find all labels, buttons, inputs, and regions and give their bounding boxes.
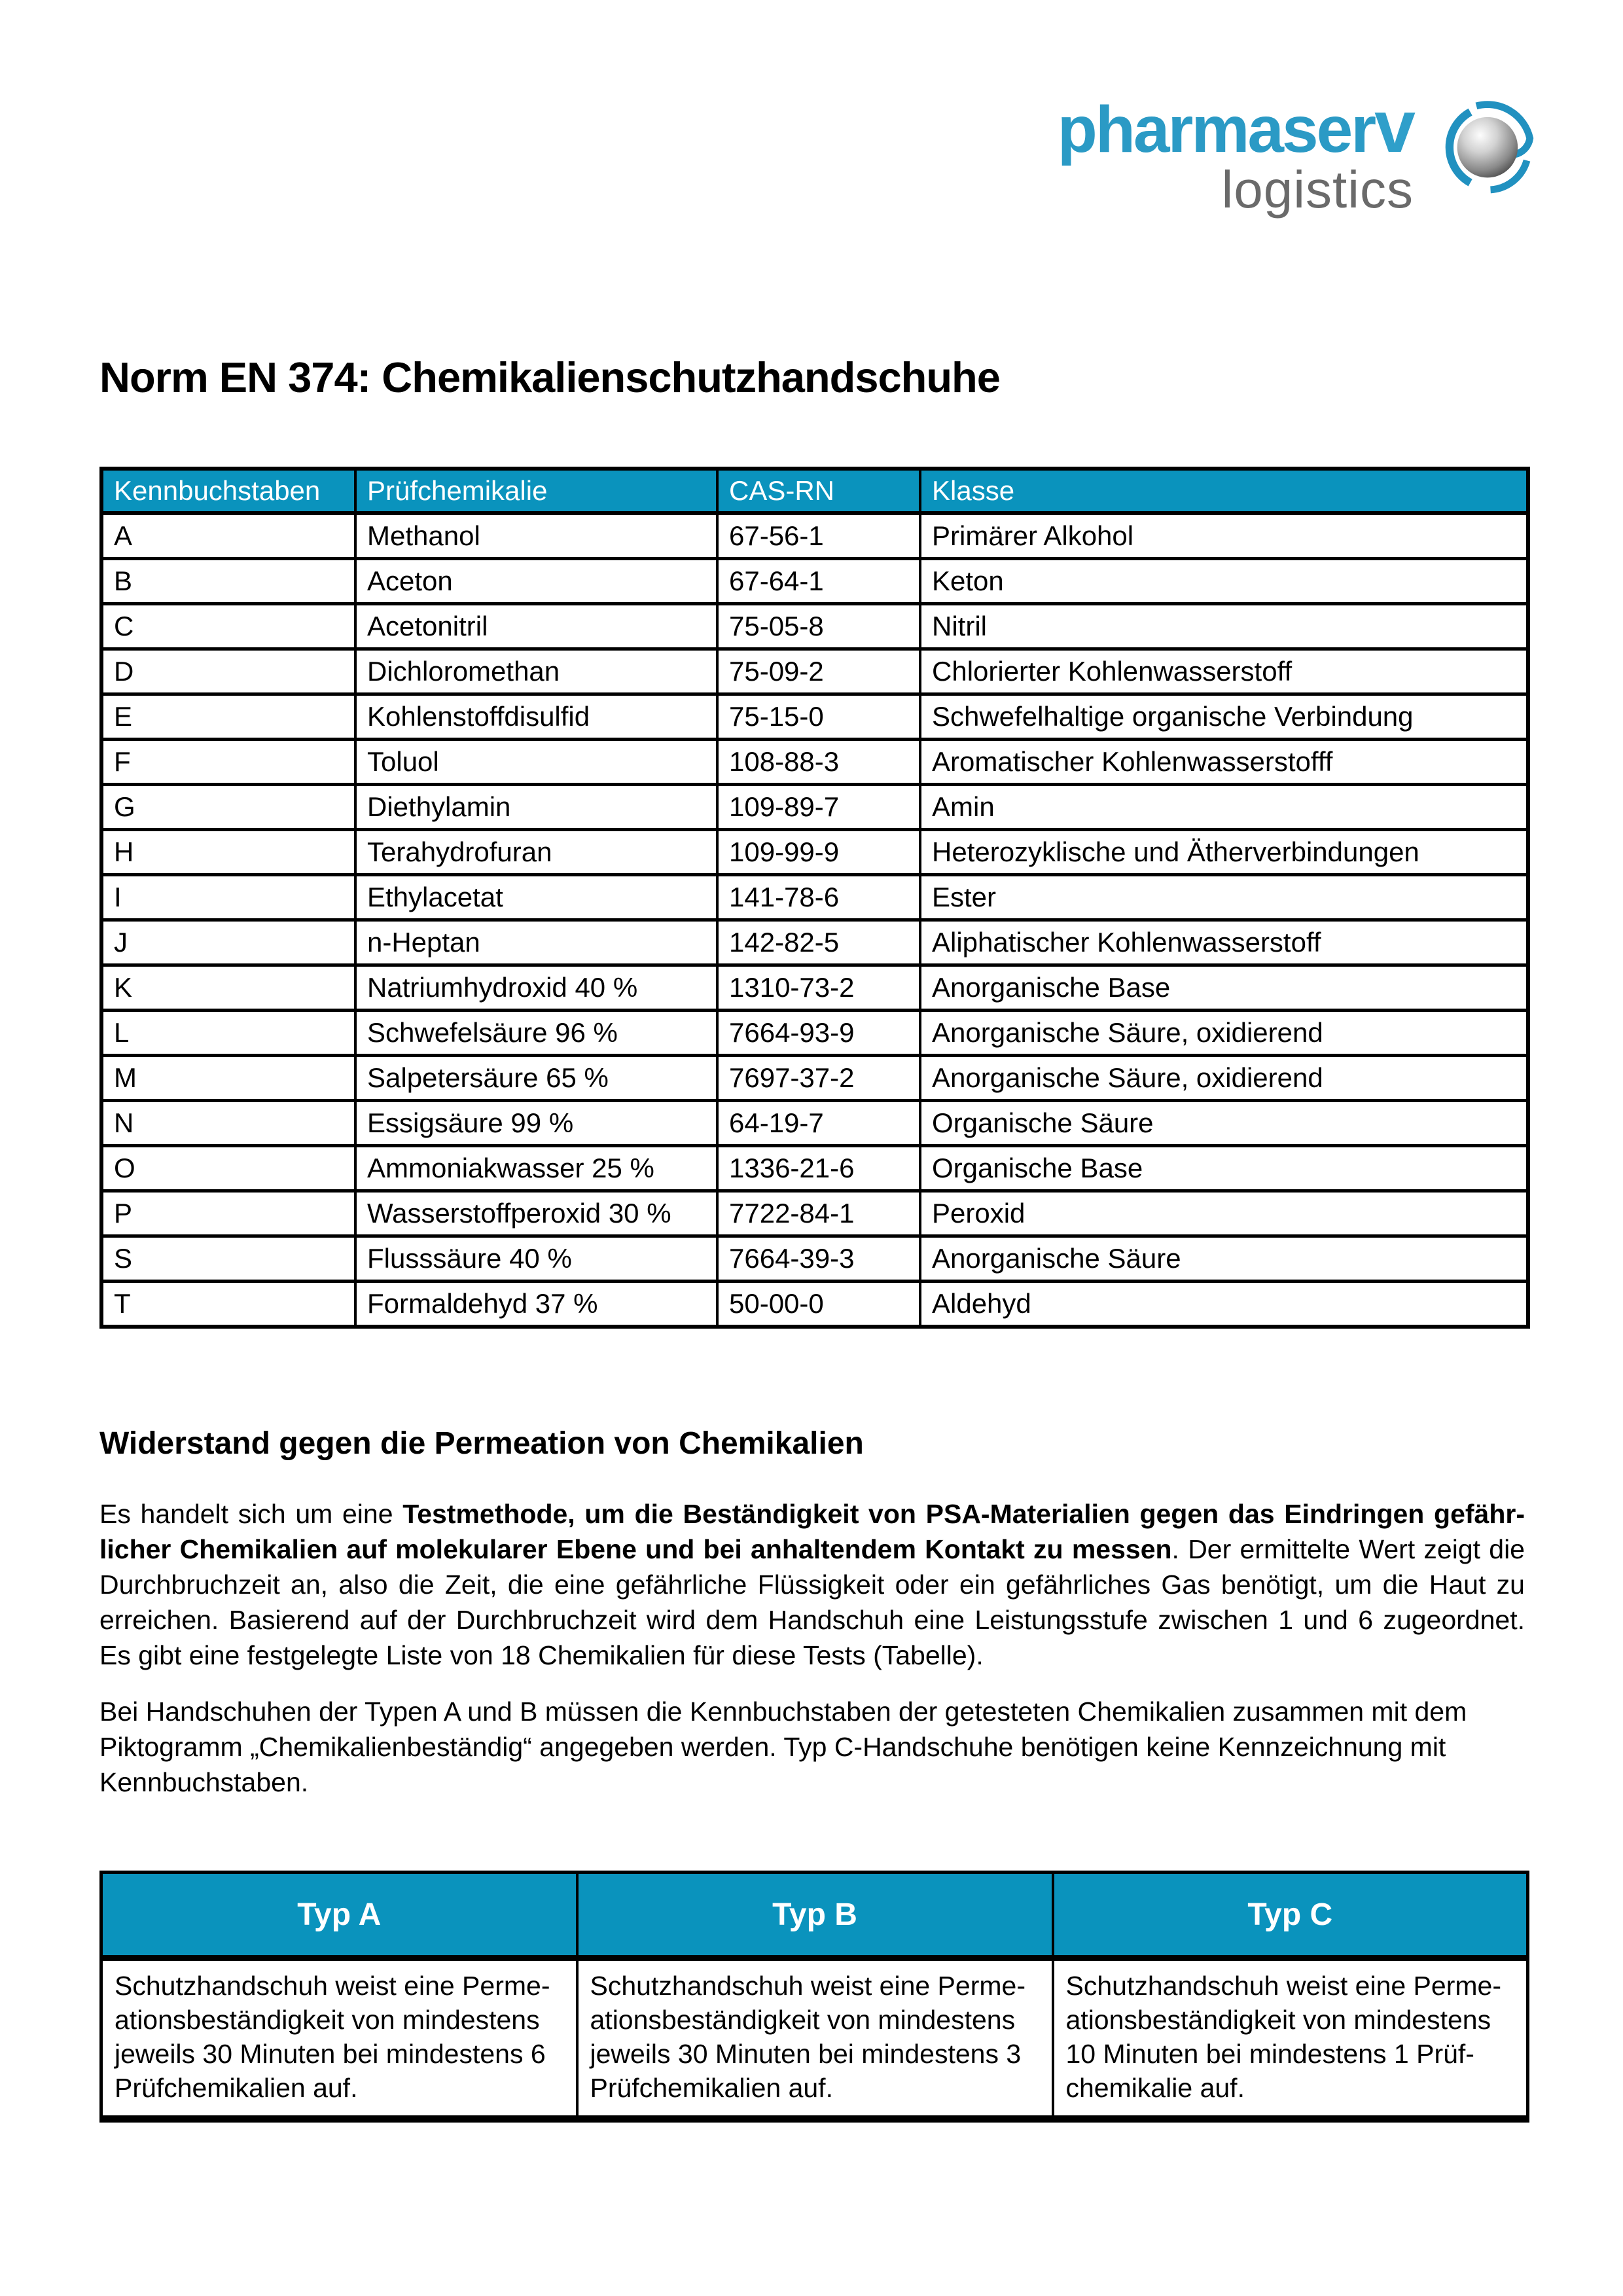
p1-bold-text: Testmethode, um die Beständigkeit von PSA-Materialien gegen das Eindringen gefährlicher Chemikalien auf molekularer Ebene und bei anhaltendem Kontakt zu messen (99, 1499, 1525, 1564)
brand-subtitle: logistics (1221, 160, 1414, 219)
table-row: A Methanol 67-56-1 Primärer Alkohol (101, 513, 1528, 559)
table-row: J n-Heptan 142-82-5 Aliphatischer Kohlenwasserstoff (101, 920, 1528, 965)
table-row: H Terahydrofuran 109-99-9 Heterozyklische und Ätherverbindungen (101, 830, 1528, 875)
paragraph-marking: Bei Handschuhen der Typen A und B müssen die Kennbuchstaben der getesteten Chemikalien zusammen mit dem Piktogramm „Chemikalienbeständig“ angegeben werden. Typ C-Handschuhe benötigen keine Kennzeichnung mit Kennbuchstaben. (99, 1696, 1467, 1797)
brand-name-main: pharmaser (1057, 93, 1375, 166)
col-header-pruefchemikalie: Prüfchemikalie (355, 469, 717, 513)
table-row: F Toluol 108-88-3 Aromatischer Kohlenwasserstofff (101, 740, 1528, 785)
logo-wordmark (1057, 85, 1414, 219)
table-row: S Flusssäure 40 % 7664-39-3 Anorganische Säure (101, 1236, 1528, 1282)
col-header-cas-rn: CAS-RN (717, 469, 920, 513)
p1-intro: Es handelt sich um eine (99, 1499, 403, 1529)
chemicals-table-header-row (101, 469, 1528, 513)
typ-b-description: Schutzhandschuh weist eine Permeationsbeständigkeit von mindestens jeweils 30 Minuten bei mindestens 3 Prüfchemikalien auf. (577, 1958, 1053, 2119)
table-row: D Dichloromethan 75-09-2 Chlorierter Kohlenwasserstoff (101, 649, 1528, 694)
col-header-typ-b: Typ B (577, 1873, 1053, 1958)
table-row: M Salpetersäure 65 % 7697-37-2 Anorganische Säure, oxidierend (101, 1056, 1528, 1101)
table-row: G Diethylamin 109-89-7 Amin (101, 785, 1528, 830)
brand-name (1057, 85, 1414, 168)
table-row: N Essigsäure 99 % 64-19-7 Organische Säure (101, 1101, 1528, 1146)
table-row: E Kohlenstoffdisulfid 75-15-0 Schwefelhaltige organische Verbindung (101, 694, 1528, 740)
paragraph-permeation (99, 1496, 1525, 1673)
col-header-typ-a: Typ A (101, 1873, 577, 1958)
glove-types-table (99, 1871, 1529, 2123)
sphere-orbit-icon (1433, 97, 1546, 203)
glove-types-header-row (101, 1873, 1528, 1958)
glove-types-body-row (101, 1958, 1528, 2119)
table-row: C Acetonitril 75-05-8 Nitril (101, 604, 1528, 649)
chemicals-table (99, 467, 1530, 1329)
company-logo (1057, 85, 1546, 219)
brand-name-v: v (1374, 85, 1414, 168)
table-row: O Ammoniakwasser 25 % 1336-21-6 Organische Base (101, 1146, 1528, 1191)
table-row: L Schwefelsäure 96 % 7664-93-9 Anorganische Säure, oxidierend (101, 1011, 1528, 1056)
p1-rest: . Der ermittelte Wert zeigt die Durchbruchzeit an, also die Zeit, die eine gefährliche Flüssigkeit oder ein gefährliches Gas benötigt, um die Haut zu erreichen. Basierend auf der Durchbruchzeit wird dem Handschuh eine Leistungsstufe zwischen 1 und 6 zugeordnet. Es gibt eine festgelegte Liste von 18 Chemikalien für diese Tests (Tabelle). (99, 1534, 1525, 1670)
page-title: Norm EN 374: Chemikalienschutzhandschuhe (99, 353, 1000, 401)
section-heading: Widerstand gegen die Permeation von Chemikalien (99, 1426, 864, 1461)
col-header-kennbuchstaben: Kennbuchstaben (101, 469, 355, 513)
table-row: K Natriumhydroxid 40 % 1310-73-2 Anorganische Base (101, 965, 1528, 1011)
typ-c-description: Schutzhandschuh weist eine Permeationsbeständigkeit von mindestens 10 Minuten bei mindestens 1 Prüfchemikalie auf. (1053, 1958, 1528, 2119)
col-header-typ-c: Typ C (1053, 1873, 1528, 1958)
chem-table-body (101, 513, 1528, 1327)
typ-a-description: Schutzhandschuh weist eine Permeationsbeständigkeit von mindestens jeweils 30 Minuten bei mindestens 6 Prüfchemikalien auf. (101, 1958, 577, 2119)
table-row: T Formaldehyd 37 % 50-00-0 Aldehyd (101, 1282, 1528, 1327)
table-row: B Aceton 67-64-1 Keton (101, 559, 1528, 604)
col-header-klasse: Klasse (920, 469, 1528, 513)
table-row: P Wasserstoffperoxid 30 % 7722-84-1 Peroxid (101, 1191, 1528, 1236)
table-row: I Ethylacetat 141-78-6 Ester (101, 875, 1528, 920)
sphere (1457, 117, 1518, 178)
